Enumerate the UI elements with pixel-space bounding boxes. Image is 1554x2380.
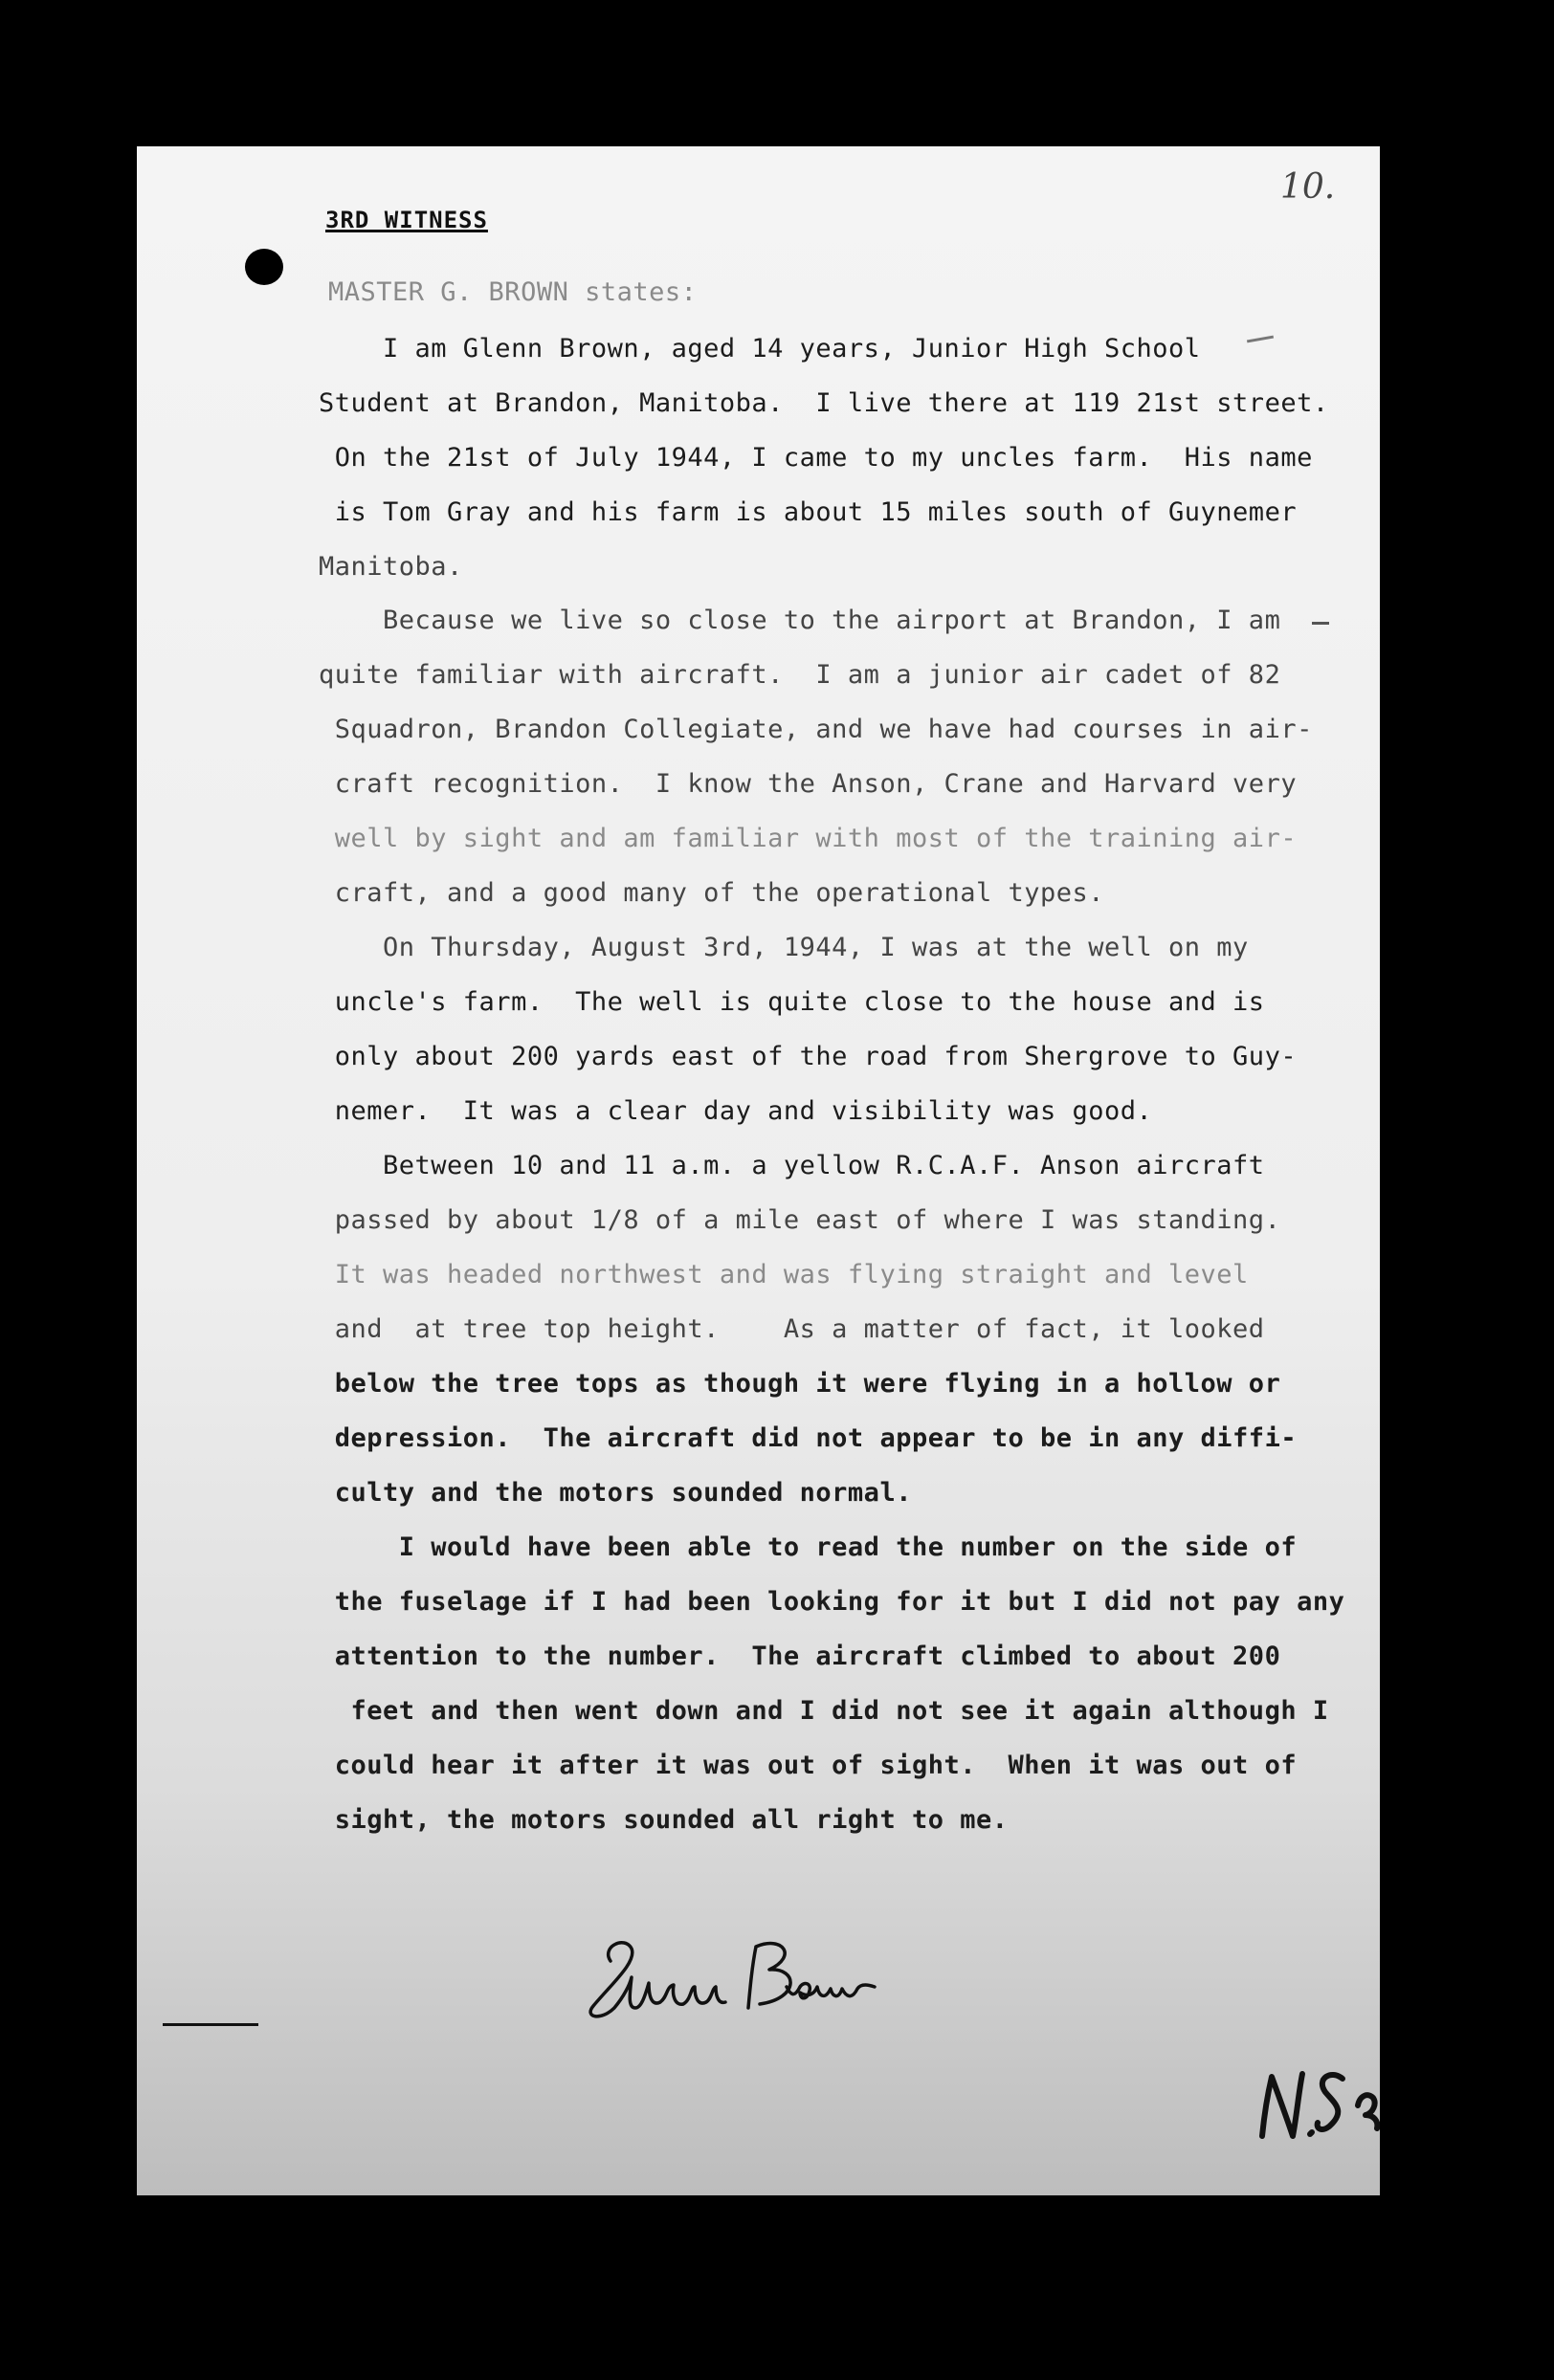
- text-line: quite familiar with aircraft. I am a junior air cadet of 82: [319, 660, 1281, 690]
- text-line: nemer. It was a clear day and visibility was good.: [319, 1096, 1153, 1126]
- text-line: well by sight and am familiar with most of the training air-: [319, 824, 1298, 853]
- text-line: I am Glenn Brown, aged 14 years, Junior High School: [319, 334, 1201, 364]
- typed-page: [137, 146, 1380, 2195]
- handwritten-signature: [572, 1928, 898, 2038]
- text-line: Squadron, Brandon Collegiate, and we have had courses in air-: [319, 715, 1313, 744]
- text-line: feet and then went down and I did not see it again although I: [319, 1696, 1329, 1726]
- text-line: It was headed northwest and was flying straight and level: [319, 1260, 1249, 1289]
- text-line: the fuselage if I had been looking for it but I did not pay any: [319, 1587, 1345, 1617]
- text-line: depression. The aircraft did not appear to be in any diffi-: [319, 1423, 1298, 1453]
- text-line: could hear it after it was out of sight. When it was out of: [319, 1751, 1298, 1780]
- witness-intro: MASTER G. BROWN states:: [328, 277, 698, 307]
- witness-heading: 3RD WITNESS: [325, 207, 488, 233]
- text-line: and at tree top height. As a matter of fact, it looked: [319, 1314, 1265, 1344]
- page-number: 10.: [1280, 167, 1336, 207]
- text-line: sight, the motors sounded all right to me.: [319, 1805, 1009, 1835]
- text-line: culty and the motors sounded normal.: [319, 1478, 912, 1508]
- text-line: I would have been able to read the number on the side of: [319, 1532, 1298, 1562]
- punch-hole: [245, 249, 283, 285]
- text-line: passed by about 1/8 of a mile east of where I was standing.: [319, 1205, 1281, 1235]
- text-line: craft recognition. I know the Anson, Crane and Harvard very: [319, 769, 1298, 799]
- text-line: uncle's farm. The well is quite close to the house and is: [319, 987, 1265, 1017]
- margin-mark: [1247, 336, 1274, 343]
- text-line: craft, and a good many of the operational types.: [319, 878, 1105, 908]
- text-line: only about 200 yards east of the road from Shergrove to Guy-: [319, 1042, 1298, 1071]
- text-line: On Thursday, August 3rd, 1944, I was at the well on my: [319, 933, 1249, 962]
- margin-mark: [1312, 622, 1329, 625]
- handwritten-initials: [1254, 2050, 1380, 2160]
- text-line: Between 10 and 11 a.m. a yellow R.C.A.F. Anson aircraft: [319, 1151, 1265, 1180]
- text-line: below the tree tops as though it were flying in a hollow or: [319, 1369, 1281, 1399]
- margin-rule: [163, 2023, 258, 2026]
- text-line: Student at Brandon, Manitoba. I live there at 119 21st street.: [319, 388, 1329, 418]
- text-line: Because we live so close to the airport at Brandon, I am: [319, 606, 1281, 635]
- text-line: Manitoba.: [319, 552, 463, 582]
- text-line: On the 21st of July 1944, I came to my uncles farm. His name: [319, 443, 1313, 473]
- text-line: is Tom Gray and his farm is about 15 miles south of Guynemer: [319, 497, 1298, 527]
- text-line: attention to the number. The aircraft climbed to about 200: [319, 1642, 1281, 1671]
